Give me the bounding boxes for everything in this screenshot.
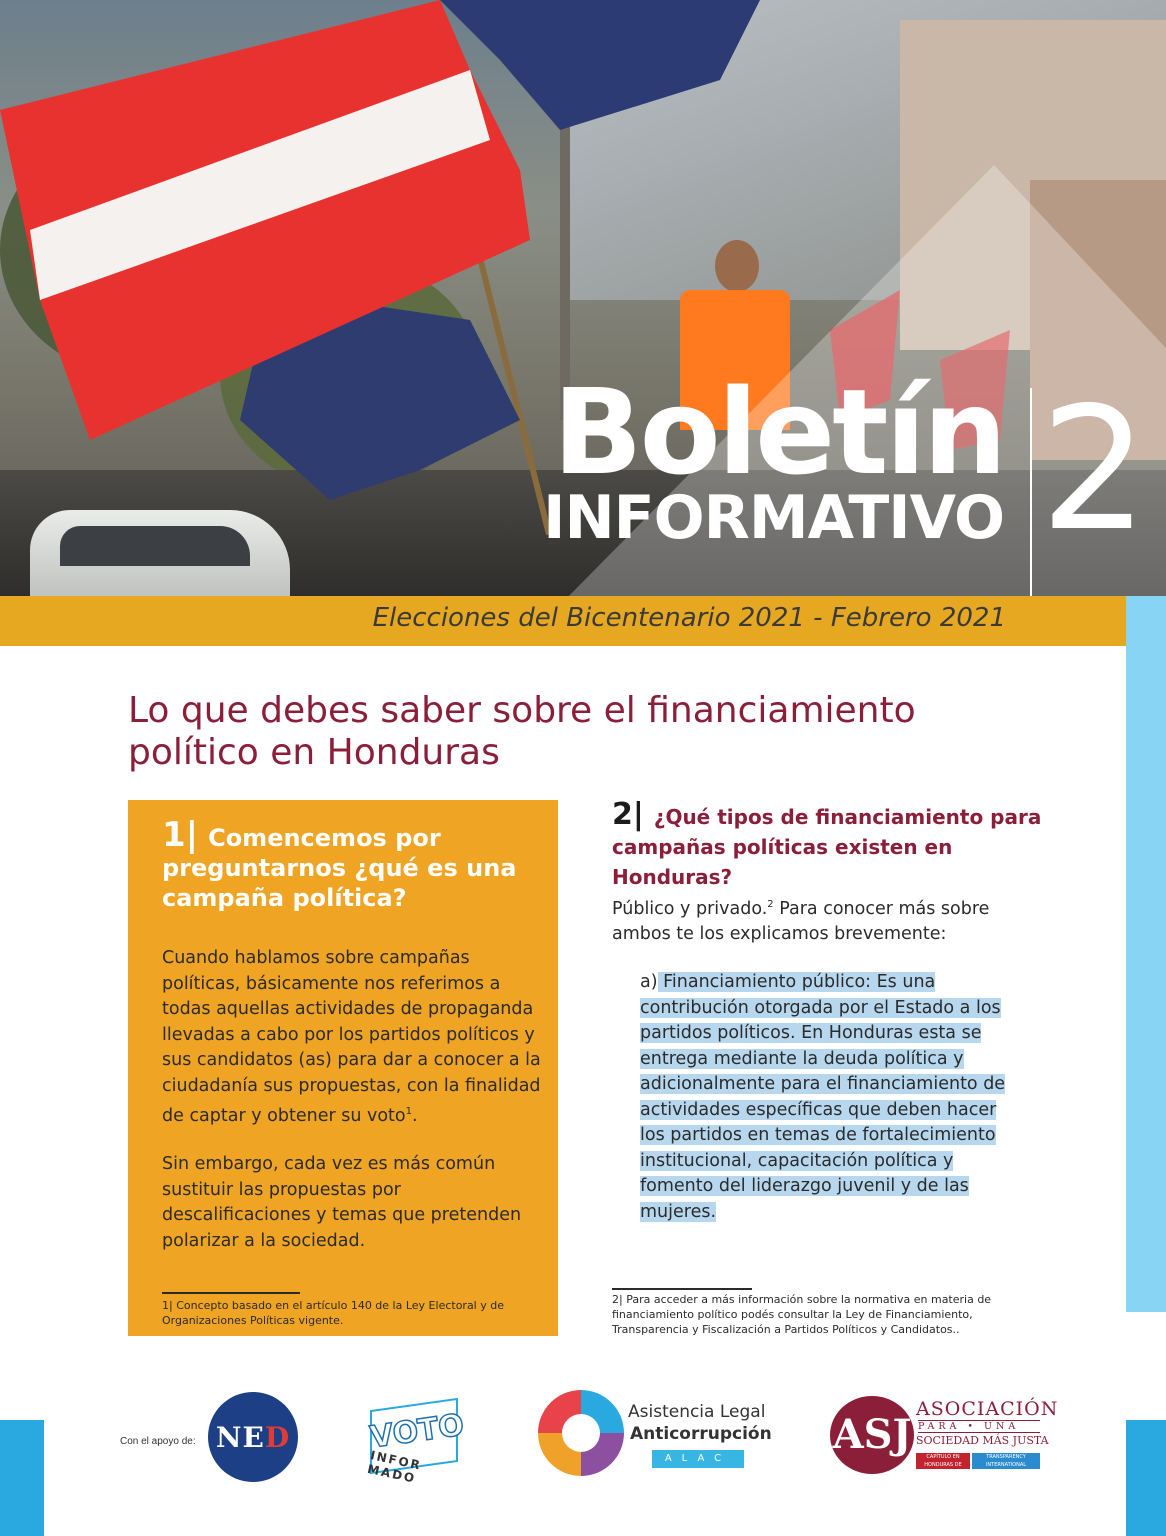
section2-footnote: 2| Para acceder a más información sobre la normativa en materia de financiamiento político podés consultar la Ley de Financiamiento, Transparencia y Fiscalización a Partidos Políticos y Candidatos.. bbox=[612, 1293, 992, 1336]
section1-footnote: 1| Concepto basado en el artículo 140 de la Ley Electoral y de Organizaciones Políticas vigente. bbox=[162, 1299, 504, 1327]
footnote-ref-2: 2 bbox=[767, 899, 774, 910]
section1-heading bbox=[162, 815, 542, 913]
answer-start: Público y privado. bbox=[612, 898, 768, 919]
asj-line3: SOCIEDAD MÁS JUSTA bbox=[916, 1434, 1049, 1447]
item-a-highlighted-text[interactable]: Financiamiento público: Es una contribución otorgada por el Estado a los partidos políticos. En Honduras esta se entrega mediante la deuda política y adicionalmente para el financiamiento de actividades específicas que deben hacer los partidos en temas de fortalecimiento institucional, capacitación política y fomento del liderazgo juvenil y de las mujeres. bbox=[640, 972, 1006, 1222]
section2-number: 2| bbox=[612, 797, 644, 832]
voto-informado-logo bbox=[366, 1392, 466, 1492]
section1-heading-text: Comencemos por preguntarnos ¿qué es una campaña política? bbox=[162, 824, 517, 912]
ned-logo: NE D bbox=[208, 1392, 298, 1482]
section1-paragraph2: Sin embargo, cada vez es más común sustituir las propuestas por descalificaciones y temas que pretenden polarizar a la sociedad. bbox=[162, 1154, 522, 1251]
footer-accent-left bbox=[0, 1420, 44, 1536]
voto-logo-sub: INFOR MADO bbox=[366, 1448, 423, 1486]
footnote-rule bbox=[162, 1292, 300, 1294]
support-label: Con el apoyo de: bbox=[120, 1436, 196, 1447]
section2-answer bbox=[612, 892, 1032, 948]
section1-number: 1| bbox=[162, 815, 199, 855]
alac-line1: Asistencia Legal bbox=[628, 1402, 766, 1422]
item-a-marker: a) bbox=[640, 972, 658, 992]
answer-rest: Para conocer más sobre ambos te los explicamos brevemente: bbox=[612, 898, 990, 945]
section1-paragraph1-text: Cuando hablamos sobre campañas políticas, básicamente nos referimos a todas aquellas actividades de propaganda llevadas a cabo por los partidos políticos y sus candidatos (as) para dar a conocer a la ciudadanía sus propuestas, con la finalidad de captar y obtener su voto bbox=[162, 948, 541, 1126]
issue-number: 2 bbox=[1040, 371, 1149, 569]
main-heading: Lo que debes saber sobre el financiamiento político en Honduras bbox=[128, 690, 916, 773]
section2-heading-text: ¿Qué tipos de financiamiento para campañas políticas existen en Honduras? bbox=[612, 805, 1042, 889]
cover-title bbox=[543, 363, 1004, 553]
asj-line2: PARA • UNA bbox=[918, 1420, 1040, 1433]
footnote-rule-2 bbox=[612, 1288, 752, 1290]
footnote-ref-1: 1 bbox=[405, 1106, 412, 1117]
voto-logo-text: VOTO bbox=[368, 1407, 467, 1456]
side-accent-bar bbox=[1126, 596, 1166, 1312]
section1-paragraph1-end: . bbox=[412, 1105, 418, 1126]
title-informativo: INFORMATIVO bbox=[543, 483, 1004, 553]
asj-line1: ASOCIACIÓN bbox=[916, 1398, 1059, 1420]
section2-heading bbox=[612, 797, 1072, 892]
alac-badge: ALAC bbox=[652, 1450, 744, 1468]
item-a[interactable] bbox=[640, 970, 1020, 1225]
alac-line2: Anticorrupción bbox=[630, 1424, 772, 1444]
asj-badge-ti: TRANSPARENCY INTERNATIONAL bbox=[972, 1453, 1040, 1469]
footer-accent-right bbox=[1126, 1420, 1166, 1536]
subtitle: Elecciones del Bicentenario 2021 - Febrero 2021 bbox=[372, 603, 1006, 633]
asj-badge-chapter: CAPÍTULO EN HONDURAS DE bbox=[916, 1453, 970, 1469]
asj-logo-mark: ASJ bbox=[830, 1396, 914, 1474]
alac-logo-mark bbox=[538, 1390, 624, 1476]
section1-paragraph1 bbox=[162, 946, 542, 1129]
title-boletin: Boletín bbox=[552, 363, 1004, 501]
